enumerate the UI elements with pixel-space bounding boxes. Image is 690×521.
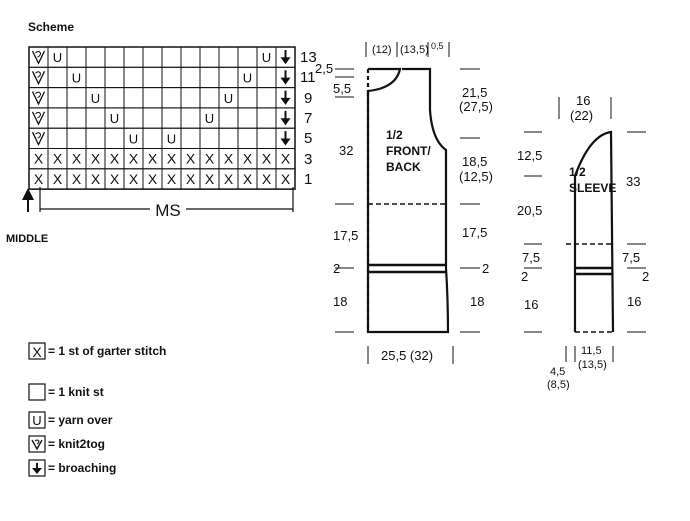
grid-cell — [105, 88, 124, 108]
fb-right-c: 17,5 — [462, 225, 488, 240]
grid-cell — [257, 88, 276, 108]
grid-cell — [48, 128, 67, 148]
fb-right-a2: (27,5) — [459, 99, 493, 114]
garter-stitch-symbol: X — [204, 170, 215, 187]
grid-cell — [219, 47, 238, 67]
garter-stitch-symbol: X — [90, 170, 101, 187]
grid-cell — [143, 67, 162, 87]
yarn-over-symbol: U — [128, 131, 139, 147]
fb-left-a: 2,5 — [315, 61, 334, 76]
legend-label: = 1 st of garter stitch — [48, 344, 167, 358]
sleeve-left-c: 7,5 — [522, 250, 541, 265]
middle-label: MIDDLE — [6, 233, 49, 245]
sleeve-label-line2: SLEEVE — [569, 181, 617, 195]
sleeve-schematic — [517, 93, 649, 391]
grid-cell — [143, 128, 162, 148]
grid-cell — [200, 67, 219, 87]
grid-cell — [48, 88, 67, 108]
row-number: 3 — [304, 151, 313, 168]
sleeve-bottom-a1: 4,5 — [550, 366, 566, 378]
grid-cell — [105, 67, 124, 87]
grid-cell — [200, 47, 219, 67]
fb-top-a: (12) — [372, 44, 392, 56]
broaching-icon — [281, 50, 291, 64]
garter-stitch-symbol: X — [185, 170, 196, 187]
yarn-over-symbol: U — [204, 111, 215, 127]
grid-cell — [48, 108, 67, 128]
grid-cell — [143, 88, 162, 108]
fb-label-line2: FRONT/ — [386, 144, 431, 158]
garter-stitch-symbol: X — [147, 150, 158, 167]
grid-cell — [200, 128, 219, 148]
front-back-outline — [368, 69, 448, 332]
knit2tog-icon — [33, 92, 45, 104]
grid-cell — [162, 67, 181, 87]
garter-stitch-symbol: X — [33, 170, 44, 187]
garter-stitch-symbol: X — [280, 170, 291, 187]
grid-cell — [238, 128, 257, 148]
garter-stitch-symbol: X — [52, 150, 63, 167]
garter-stitch-symbol: X — [223, 170, 234, 187]
ms-dimension — [40, 187, 293, 220]
yarn-over-symbol: U — [166, 131, 177, 147]
fb-right-b1: 18,5 — [462, 154, 488, 169]
legend — [29, 343, 166, 476]
grid-cell — [181, 67, 200, 87]
sleeve-top2: (22) — [570, 108, 594, 123]
grid-cell — [162, 88, 181, 108]
grid-cell — [162, 108, 181, 128]
knit2tog-icon — [33, 132, 45, 144]
grid-cell — [257, 108, 276, 128]
grid-cell — [181, 128, 200, 148]
knit2tog-icon — [33, 112, 45, 124]
broaching-icon — [281, 91, 291, 105]
grid-cell — [257, 67, 276, 87]
sleeve-right-a: 33 — [626, 174, 641, 189]
sleeve-left-b: 20,5 — [517, 203, 543, 218]
garter-stitch-symbol: X — [52, 170, 63, 187]
grid-cell — [48, 67, 67, 87]
garter-stitch-symbol: X — [280, 150, 291, 167]
scheme-title: Scheme — [28, 20, 75, 34]
sleeve-outline — [575, 132, 613, 332]
yarn-over-symbol: U — [90, 90, 101, 106]
legend-label: = knit2tog — [48, 437, 106, 451]
fb-top-b: (13,5) — [400, 44, 429, 56]
sleeve-left-e: 16 — [524, 297, 539, 312]
legend-label: = broaching — [48, 461, 117, 475]
garter-stitch-symbol: X — [261, 170, 272, 187]
row-number: 11 — [300, 69, 316, 86]
grid-cell — [124, 88, 143, 108]
fb-left-d: 17,5 — [333, 228, 359, 243]
sleeve-right-b: 7,5 — [622, 250, 641, 265]
garter-stitch-symbol: X — [204, 150, 215, 167]
broaching-icon — [32, 463, 42, 474]
garter-stitch-symbol: X — [166, 170, 177, 187]
grid-cell — [238, 47, 257, 67]
legend-label: = 1 knit st — [48, 385, 104, 399]
grid-cell — [219, 108, 238, 128]
fb-left-f: 18 — [333, 294, 348, 309]
sleeve-right-d: 16 — [627, 294, 642, 309]
grid-cell — [162, 47, 181, 67]
fb-right-d: 2 — [482, 261, 490, 276]
yarn-over-symbol: U — [71, 70, 82, 86]
grid-cell — [219, 67, 238, 87]
sleeve-label-line1: 1/2 — [569, 165, 586, 179]
grid-cell — [124, 108, 143, 128]
sleeve-left-a: 12,5 — [517, 148, 543, 163]
grid-cell — [86, 47, 105, 67]
row-number: 1 — [304, 171, 313, 188]
sleeve-bottom-b2: (13,5) — [578, 359, 607, 371]
broaching-icon — [281, 111, 291, 125]
ms-label: MS — [155, 201, 181, 220]
garter-stitch-symbol: X — [90, 150, 101, 167]
fb-left-b: 5,5 — [333, 81, 352, 96]
fb-right-b2: (12,5) — [459, 169, 493, 184]
middle-arrow-icon — [22, 188, 34, 212]
sleeve-left-d: 2 — [521, 269, 529, 284]
grid-cell — [181, 108, 200, 128]
knit2tog-icon — [32, 440, 42, 449]
fb-right-e: 18 — [470, 294, 485, 309]
grid-cell — [257, 128, 276, 148]
grid-cell — [219, 128, 238, 148]
row-number: 13 — [300, 49, 317, 66]
fb-label-line3: BACK — [386, 160, 421, 174]
garter-stitch-symbol: X — [128, 170, 139, 187]
fb-left-c: 32 — [339, 143, 354, 158]
garter-stitch-symbol: X — [242, 170, 253, 187]
grid-cell — [86, 108, 105, 128]
fb-left-e: 2 — [333, 261, 341, 276]
garter-stitch-symbol: X — [147, 170, 158, 187]
grid-cell — [124, 47, 143, 67]
broaching-icon — [281, 70, 291, 84]
sleeve-bottom-b1: 11,5 — [581, 345, 602, 357]
grid-cell — [67, 47, 86, 67]
fb-right-a1: 21,5 — [462, 85, 488, 100]
grid-cell — [238, 88, 257, 108]
row-number: 7 — [304, 110, 313, 127]
legend-knit-box — [29, 384, 45, 400]
garter-stitch-symbol: X — [185, 150, 196, 167]
legend-label: = yarn over — [48, 413, 113, 427]
row-number: 9 — [304, 90, 313, 107]
yarn-over-symbol: U — [52, 50, 63, 66]
fb-bottom: 25,5 (32) — [381, 348, 434, 363]
front-back-schematic — [315, 41, 493, 364]
row-number: 5 — [304, 130, 313, 147]
knit2tog-icon — [33, 71, 45, 83]
yarn-over-symbol: U — [109, 111, 120, 127]
sleeve-right-c: 2 — [642, 269, 650, 284]
sleeve-top1: 16 — [576, 93, 591, 108]
scheme-grid — [29, 47, 295, 189]
garter-stitch-symbol: X — [33, 150, 44, 167]
grid-cell — [105, 47, 124, 67]
grid-cell — [181, 47, 200, 67]
grid-cell — [200, 88, 219, 108]
garter-stitch-symbol: X — [71, 150, 82, 167]
grid-cell — [86, 67, 105, 87]
knit2tog-icon — [33, 51, 45, 63]
yarn-over-symbol: U — [242, 70, 253, 86]
grid-cell — [238, 108, 257, 128]
garter-stitch-symbol: X — [166, 150, 177, 167]
garter-stitch-symbol: X — [223, 150, 234, 167]
fb-top-c: 0,5 — [431, 41, 444, 51]
sleeve-bottom-a2: (8,5) — [547, 379, 570, 391]
grid-cell — [124, 67, 143, 87]
garter-stitch-symbol: X — [32, 344, 42, 360]
grid-cell — [67, 108, 86, 128]
grid-cell — [181, 88, 200, 108]
garter-stitch-symbol: X — [109, 150, 120, 167]
yarn-over-symbol: U — [223, 90, 234, 106]
grid-cell — [105, 128, 124, 148]
broaching-icon — [281, 131, 291, 145]
garter-stitch-symbol: X — [261, 150, 272, 167]
grid-cell — [86, 128, 105, 148]
yarn-over-symbol: U — [32, 413, 42, 428]
garter-stitch-symbol: X — [109, 170, 120, 187]
fb-label-line1: 1/2 — [386, 128, 403, 142]
yarn-over-symbol: U — [261, 50, 272, 66]
garter-stitch-symbol: X — [128, 150, 139, 167]
grid-cell — [143, 108, 162, 128]
grid-cell — [143, 47, 162, 67]
grid-cell — [67, 128, 86, 148]
grid-cell — [67, 88, 86, 108]
garter-stitch-symbol: X — [242, 150, 253, 167]
garter-stitch-symbol: X — [71, 170, 82, 187]
